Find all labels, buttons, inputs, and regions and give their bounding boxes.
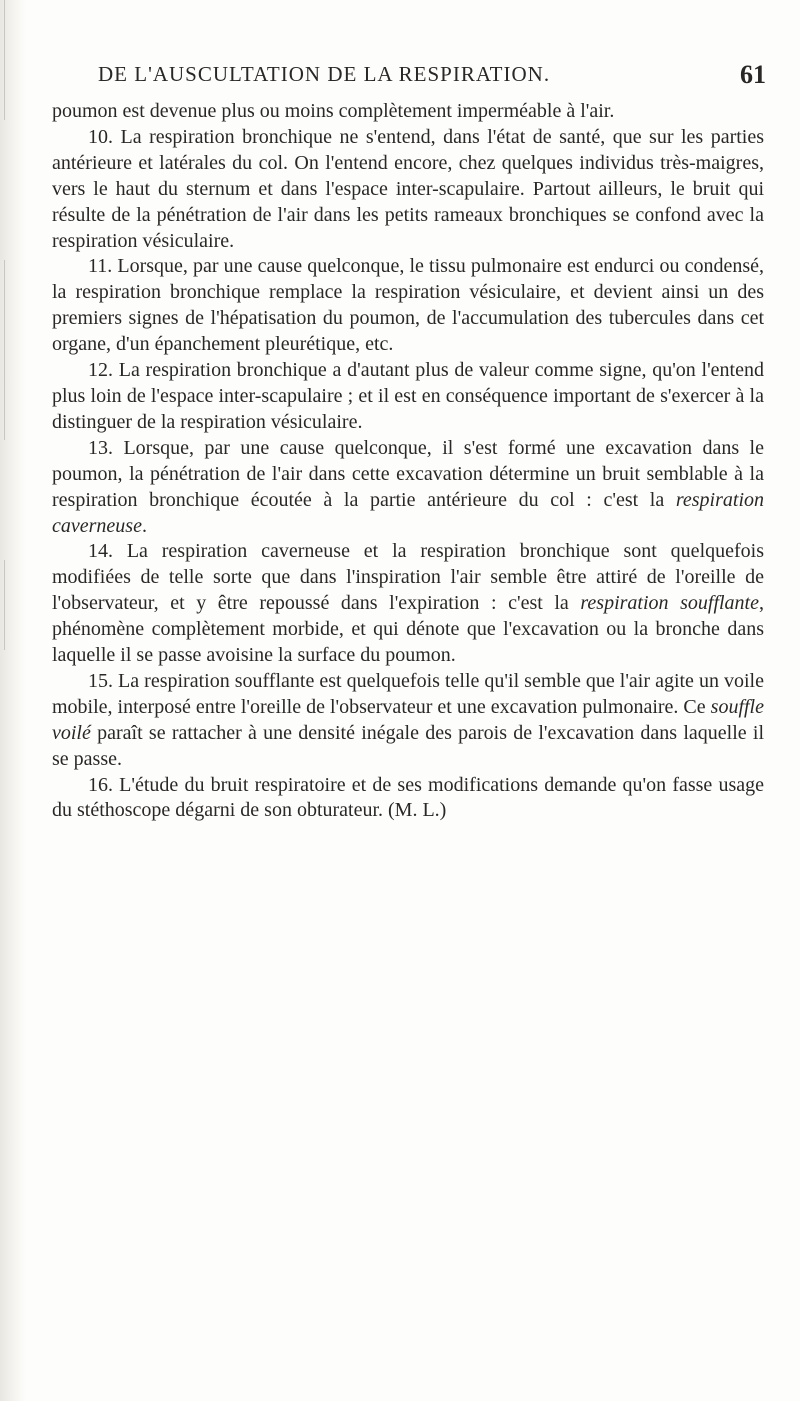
paragraph-13: [52, 436, 764, 540]
term-respiration-soufflante: respiration soufflante: [580, 592, 759, 615]
term-souffle-voile: souffle voilé: [52, 695, 764, 744]
page-header: [98, 62, 770, 92]
paragraph-11: 11. Lorsque, par une cause quelconque, le tissu pulmonaire est endurci ou condensé, la respiration bronchique remplace la respiration vésiculaire, et devient ainsi un des premiers signes de l'hépatisation du poumon, de l'accumulation des tubercules dans cet organe, d'un épanchement pleurétique, etc.: [52, 255, 764, 356]
paragraph-14: [52, 539, 764, 669]
binding-shadow-line: [4, 260, 5, 440]
paragraph-14-text: 14. La respiration caverneuse et la respiration bronchique sont quelquefois modifiées de telle sorte que dans l'inspiration l'air semble être attiré de l'oreille de l'observateur, et y être repoussé dans l'expiration : c'est la: [52, 540, 764, 615]
binding-shadow-line: [4, 560, 5, 650]
binding-shadow-line: [4, 0, 5, 120]
paragraph-13-text: 13. Lorsque, par une cause quelconque, il s'est formé une excavation dans le poumon, la pénétration de l'air dans cette excavation détermine un bruit semblable à la respiration bronchique écoutée à la partie antérieure du col : c'est la: [52, 436, 764, 511]
page-binding-edge: [0, 0, 26, 1401]
body-text: [52, 99, 764, 824]
paragraph-13-end: .: [141, 514, 147, 537]
term-respiration-caverneuse: respiration caverneuse: [52, 488, 764, 537]
paragraph-12: 12. La respiration bronchique a d'autant plus de valeur comme signe, qu'on l'entend plus loin de l'espace inter-scapulaire ; et il est en conséquence important de s'exercer à la distinguer de la respiration vésiculaire.: [52, 359, 764, 433]
paragraph-15-text: 15. La respiration soufflante est quelquefois telle qu'il semble que l'air agite un voile mobile, interposé entre l'oreille de l'observateur et une excavation pulmonaire. Ce: [52, 669, 764, 718]
paragraph-14-end: , phénomène complètement morbide, et qui dénote que l'excavation ou la bronche dans laquelle il se passe avoisine la surface du poumon.: [52, 592, 764, 667]
paragraph-15-end: paraît se rattacher à une densité inégale des parois de l'excavation dans laquelle il se passe.: [52, 721, 764, 770]
paragraph-continuation: poumon est devenue plus ou moins complètement imperméable à l'air.: [52, 100, 615, 122]
paragraph-16: 16. L'étude du bruit respiratoire et de ses modifications demande qu'on fasse usage du stéthoscope dégarni de son obturateur. (M. L.): [52, 773, 764, 822]
running-head: DE L'AUSCULTATION DE LA RESPIRATION.: [98, 62, 551, 86]
paragraph-15: [52, 669, 764, 773]
page-number: 61: [740, 60, 766, 89]
paragraph-10: 10. La respiration bronchique ne s'entend, dans l'état de santé, que sur les parties antérieure et latérales du col. On l'entend encore, chez quelques individus très-maigres, vers le haut du sternum et dans l'espace inter-scapulaire. Partout ailleurs, le bruit qui résulte de la pénétration de l'air dans les petits rameaux bronchiques se confond avec la respiration vésiculaire.: [52, 125, 764, 252]
